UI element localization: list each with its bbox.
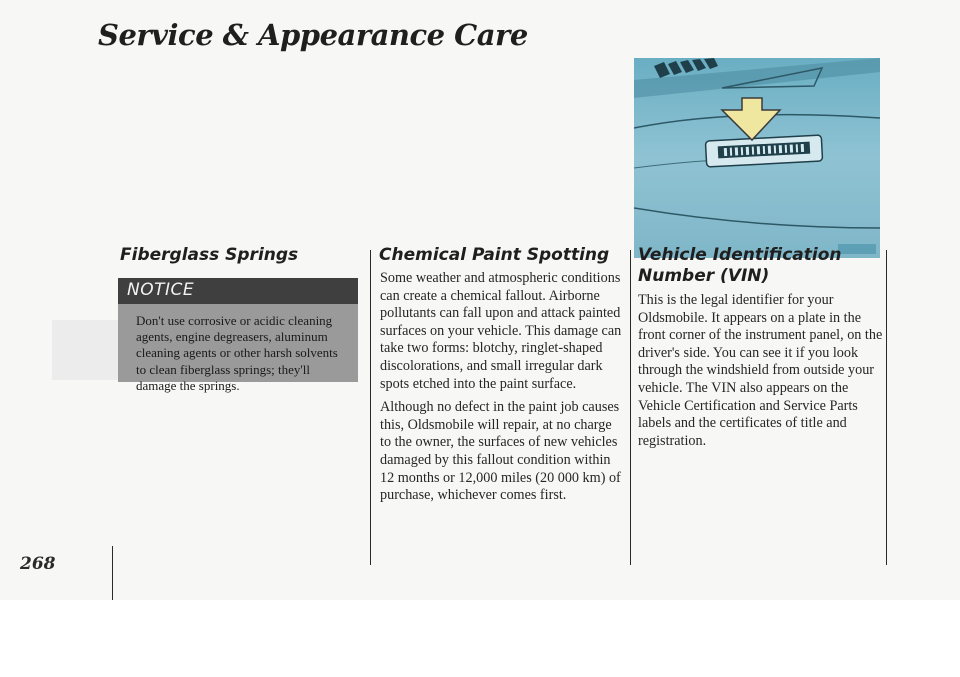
chemical-paint-body xyxy=(380,270,625,511)
column-divider-1 xyxy=(370,250,371,565)
notice-text: Don't use corrosive or acidic cleaning agents, engine degreasers, aluminum cleaning agents or other harsh solvents to clean fiberglass springs; they'll damage the springs. xyxy=(136,313,338,393)
vin-plate-icon xyxy=(705,135,822,167)
page-title: Service & Appearance Care xyxy=(98,18,528,52)
chemical-paragraph-2: Although no defect in the paint job causes this, Oldsmobile will repair, at no charge to the owner, the surfaces of new vehicles damaged by this fallout condition within 12 months or 12,000 miles (20 000 km) of purchase, whichever comes first. xyxy=(380,399,621,504)
column-divider-2 xyxy=(630,250,631,565)
vin-heading: Vehicle Identification Number (VIN) xyxy=(638,245,842,286)
notice-box xyxy=(118,278,358,393)
chemical-paint-spotting-heading: Chemical Paint Spotting xyxy=(379,245,610,265)
chemical-paragraph-1: Some weather and atmospheric conditions can create a chemical fallout. Airborne pollutants can fall upon and attack painted surfaces on your vehicle. This damage can take two forms: blotchy, ringlet-shaped discolorations, and small irregular dark spots etched into the paint surface. xyxy=(380,270,622,392)
column-divider-3 xyxy=(886,250,887,565)
page-number: 268 xyxy=(20,554,56,574)
margin-shade xyxy=(52,320,118,380)
notice-header xyxy=(118,278,358,304)
vin-body xyxy=(638,292,883,456)
vin-paragraph: This is the legal identifier for your Oldsmobile. It appears on a plate in the front corner of the instrument panel, on the driver's side. You can see it if you look through the windshield from outside your vehicle. The VIN also appears on the Vehicle Certification and Service Parts labels and the certificates of title and registration. xyxy=(638,292,883,449)
vin-location-illustration xyxy=(634,58,880,258)
notice-label: NOTICE xyxy=(127,280,195,300)
page-margin-rule xyxy=(112,546,113,600)
fiberglass-springs-heading: Fiberglass Springs xyxy=(120,245,299,265)
